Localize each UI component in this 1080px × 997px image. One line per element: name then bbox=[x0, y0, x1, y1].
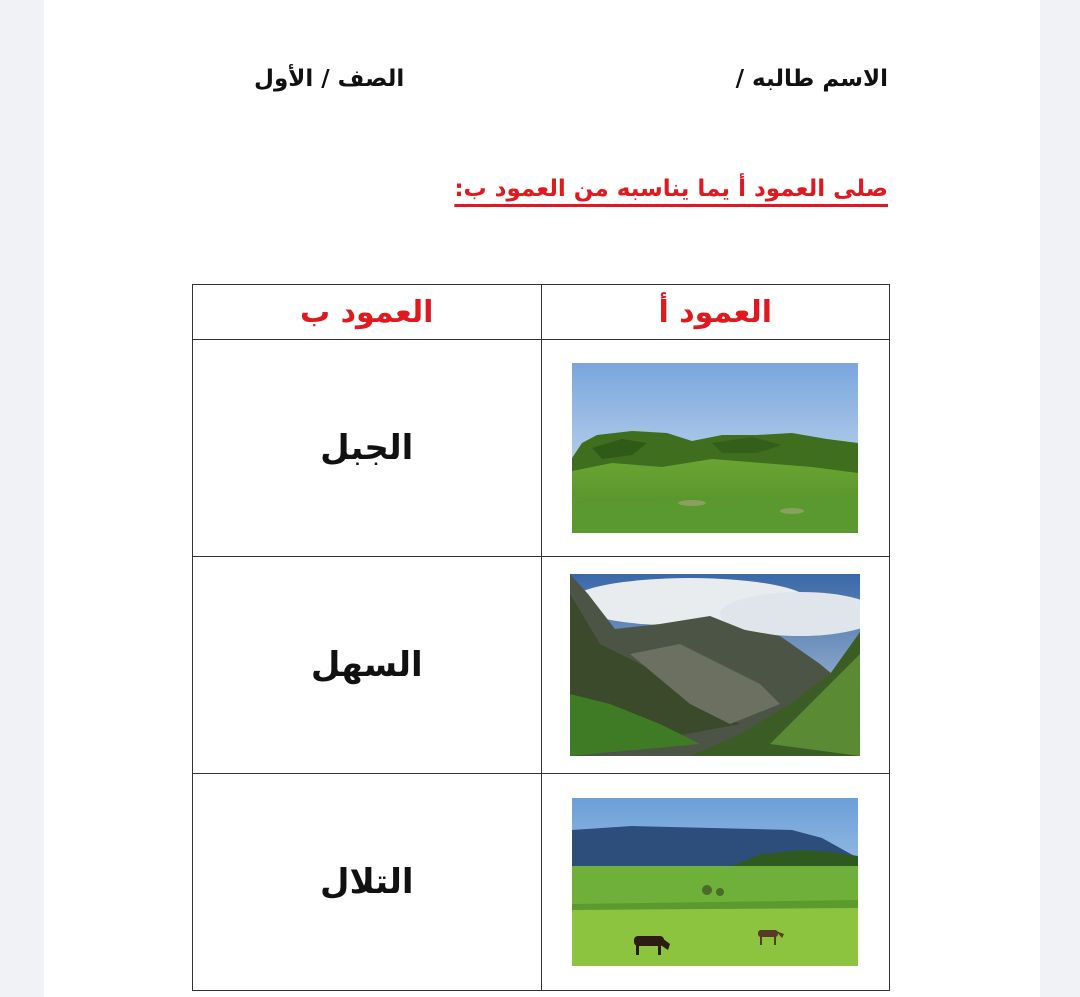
column-a-cell bbox=[541, 774, 890, 991]
column-a-cell bbox=[541, 340, 890, 557]
column-a-header: العمود أ bbox=[541, 285, 890, 340]
column-b-cell bbox=[193, 340, 542, 557]
student-name-label: الاسم طالبه / bbox=[735, 66, 888, 92]
green-hills-photo bbox=[572, 363, 858, 533]
column-a-cell bbox=[541, 557, 890, 774]
word-mountain: الجبل bbox=[320, 428, 414, 468]
column-b-header: العمود ب bbox=[193, 285, 542, 340]
instruction-heading: صلى العمود أ يما يناسبه من العمود ب: bbox=[454, 176, 888, 202]
matching-table bbox=[192, 284, 890, 991]
table-row bbox=[193, 557, 890, 774]
table-row bbox=[193, 774, 890, 991]
grade-label: الصف / الأول bbox=[254, 66, 405, 92]
rocky-mountains-photo bbox=[570, 574, 860, 756]
column-b-cell bbox=[193, 557, 542, 774]
word-hills: التلال bbox=[319, 862, 414, 902]
column-b-cell bbox=[193, 774, 542, 991]
plain-with-horses-photo bbox=[572, 798, 858, 966]
table-row bbox=[193, 340, 890, 557]
worksheet-page bbox=[44, 0, 1040, 997]
word-plain: السهل bbox=[310, 645, 423, 685]
